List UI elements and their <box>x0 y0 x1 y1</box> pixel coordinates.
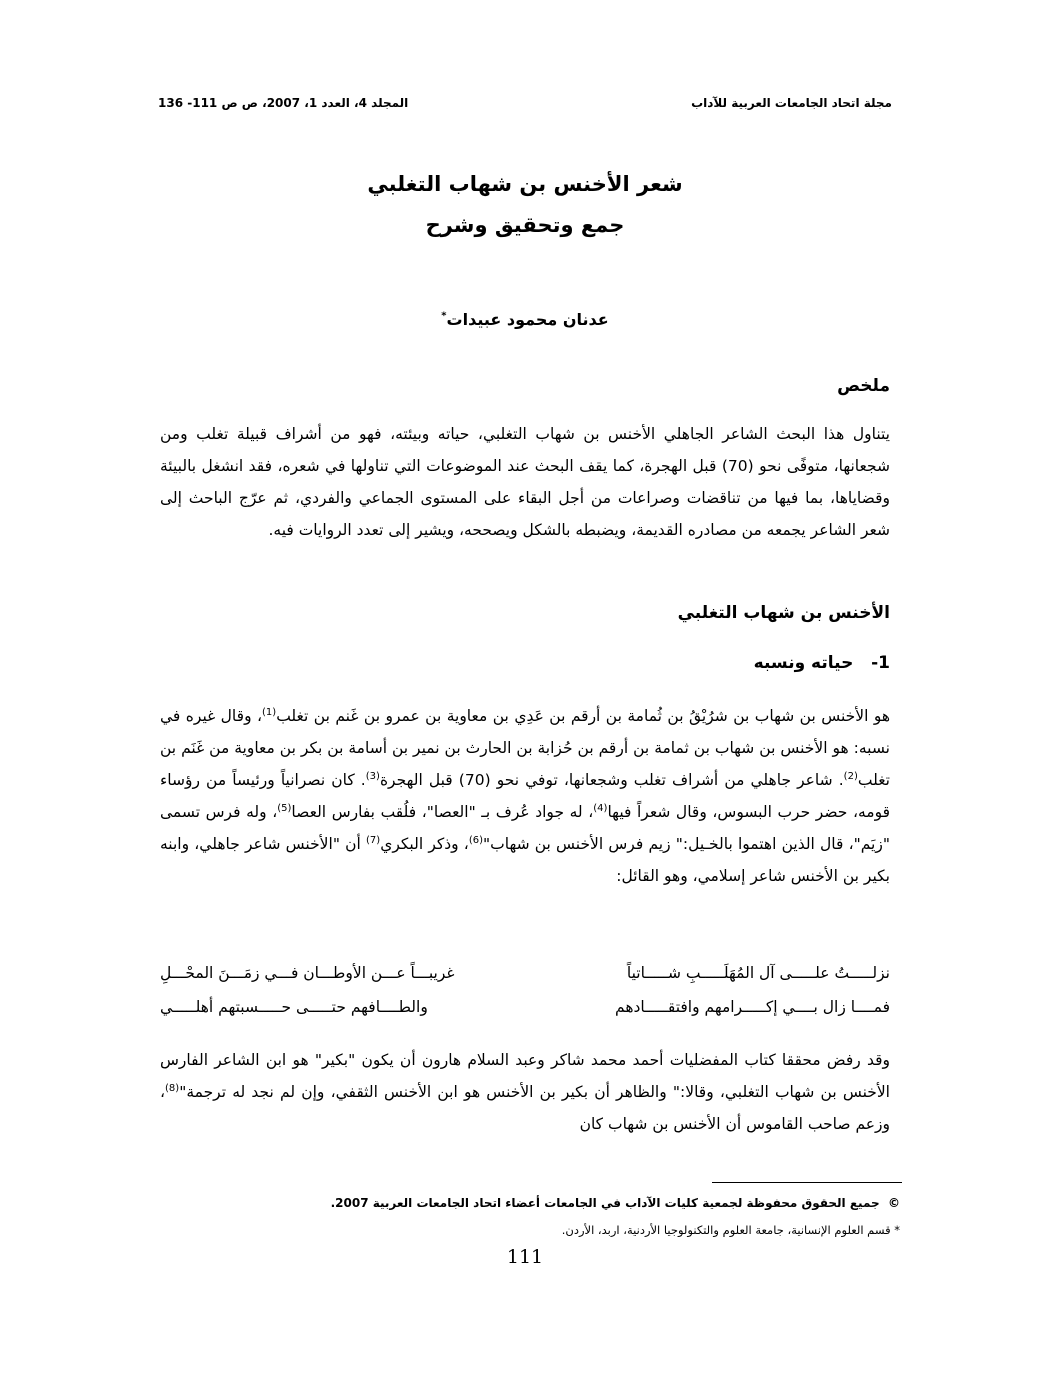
affiliation-note <box>562 1223 900 1237</box>
footnote-ref: (1) <box>262 706 277 718</box>
subsection-title: حياته ونسبه <box>753 653 854 673</box>
p2-text: ، وزعم صاحب القاموس أن الأخنس بن شهاب كان <box>160 1083 890 1133</box>
footnote-ref: (2) <box>843 770 858 782</box>
copyright-text: جميع الحقوق محفوظة لجمعية كليات الآداب في الجامعات أعضاء اتحاد الجامعات العربية 2007. <box>330 1196 880 1210</box>
abstract-text: يتناول هذا البحث الشاعر الجاهلي الأخنس بن شهاب التغلبي، حياته وبيئته، فهو من أشراف قبيلة تغلب ومن شجعانها، متوفًى نحو (70) قبل الهجرة، كما يقف البحث عند الموضوعات التي تناولها في شعره، فقد انشغل بالبيئة وقضاياها، بما فيها من تناقضات وصراعات من أجل البقاء على المستوى الجماعي والفردي، ثم عرّج الباحث إلى شعر الشاعر يجمعه من مصادره القديمة، ويضبطه بالشكل ويصححه، ويشير إلى تعدد الروايات فيه. <box>160 425 890 539</box>
footnote-ref: (4) <box>593 802 608 814</box>
verse-first-hemistich: فمــــا زال بــــي إكـــــرامهم وافتقـــــادهم <box>615 998 890 1016</box>
author-line <box>0 310 1050 329</box>
p1-text: ، وله فرس تسمى "زيَم"، قال الذين اهتموا بالخـيل:" زيم فرس الأخنس بن شهاب" <box>160 803 890 853</box>
article-title: شعر الأخنس بن شهاب التغلبي <box>367 172 683 196</box>
affiliation-mark: * <box>894 1223 900 1237</box>
subsection-heading <box>754 653 890 673</box>
p1-text: . شاعر جاهلي من أشراف تغلب وشجعانها، توفي نحو (70) قبل الهجرة <box>379 771 844 789</box>
verse-second-hemistich: والطــــافهم حتـــــى حـــــسبتهم أهلـــــي <box>160 998 428 1016</box>
running-header <box>158 96 892 116</box>
author-footnote-mark: * <box>441 310 447 322</box>
footnote-ref: (8) <box>165 1082 180 1094</box>
p1-text: . كان نصرانياً ورئيساً من رؤساء قومه، حضر حرب البسوس، وقال شعراً فيها <box>160 771 890 821</box>
abstract-heading: ملخص <box>837 376 890 396</box>
verse-line <box>160 998 890 1032</box>
p1-text: أن "الأخنس شاعر جاهلي، وابنه بكير بن الأخنس شاعر إسلامي، وهو القائل: <box>160 835 890 885</box>
verse-line <box>160 964 890 998</box>
copyright-note <box>331 1196 900 1210</box>
p2-text: وقد رفض محققا كتاب المفضليات أحمد محمد شاكر وعبد السلام هارون أن يكون "بكير" هو ابن الشاعر الفارس الأخنس بن شهاب التغلبي، وقالا:" والظاهر أن بكير بن الأخنس هو ابن الأخنس الثقفي، وإن لم نجد له ترجمة" <box>160 1051 890 1101</box>
page-number: 111 <box>506 1246 544 1268</box>
author-name: عدنان محمود عبيدات <box>446 310 609 329</box>
section-heading: الأخنس بن شهاب التغلبي <box>677 603 890 623</box>
affiliation-text: قسم العلوم الإنسانية، جامعة العلوم والتكنولوجيا الأردنية، اربد، الأردن. <box>561 1223 891 1237</box>
footnote-ref: (7) <box>366 834 381 846</box>
p1-text: ، وقال غيره في نسبه: هو الأخنس بن شهاب بن ثمامة بن أرقم بن حُزابة بن الحارث بن نمير بن أسامة بن بكر بن معاوية من غَنَم بن تغلب <box>160 707 890 789</box>
footnote-ref: (6) <box>468 834 483 846</box>
article-subtitle: جمع وتحقيق وشرح <box>425 213 625 237</box>
body-paragraph-2 <box>160 1044 890 1140</box>
issue-info: المجلد 4، العدد 1، 2007، ص ص 111- 136 <box>158 96 409 110</box>
journal-name: مجلة اتحاد الجامعات العربية للآداب <box>691 96 892 110</box>
p1-text: هو الأخنس بن شهاب بن شرُيْقُ بن ثُمامة بن أرقم بن عَدِي بن معاوية بن عمرو بن غَنم بن تغلب <box>276 707 891 725</box>
copyright-icon: © <box>888 1196 900 1210</box>
verse-second-hemistich: غريبـــاً عـــن الأوطـــان فـــي زمَـــنَ المحْـــلِ <box>160 964 455 982</box>
body-paragraph-1 <box>160 700 890 892</box>
footnote-ref: (5) <box>277 802 292 814</box>
subsection-number: 1- <box>871 653 890 673</box>
verse-first-hemistich: نزلـــــتُ علـــــى آل المُهَلَـــــبِ شـــــاتياً <box>626 964 890 982</box>
p1-text: ، وذكر البكري <box>380 835 469 853</box>
p1-text: ، له جواد عُرف بـ "العصا"، فلُقب بفارس العصا <box>291 803 594 821</box>
footnote-ref: (3) <box>365 770 380 782</box>
footnote-divider <box>712 1182 902 1183</box>
